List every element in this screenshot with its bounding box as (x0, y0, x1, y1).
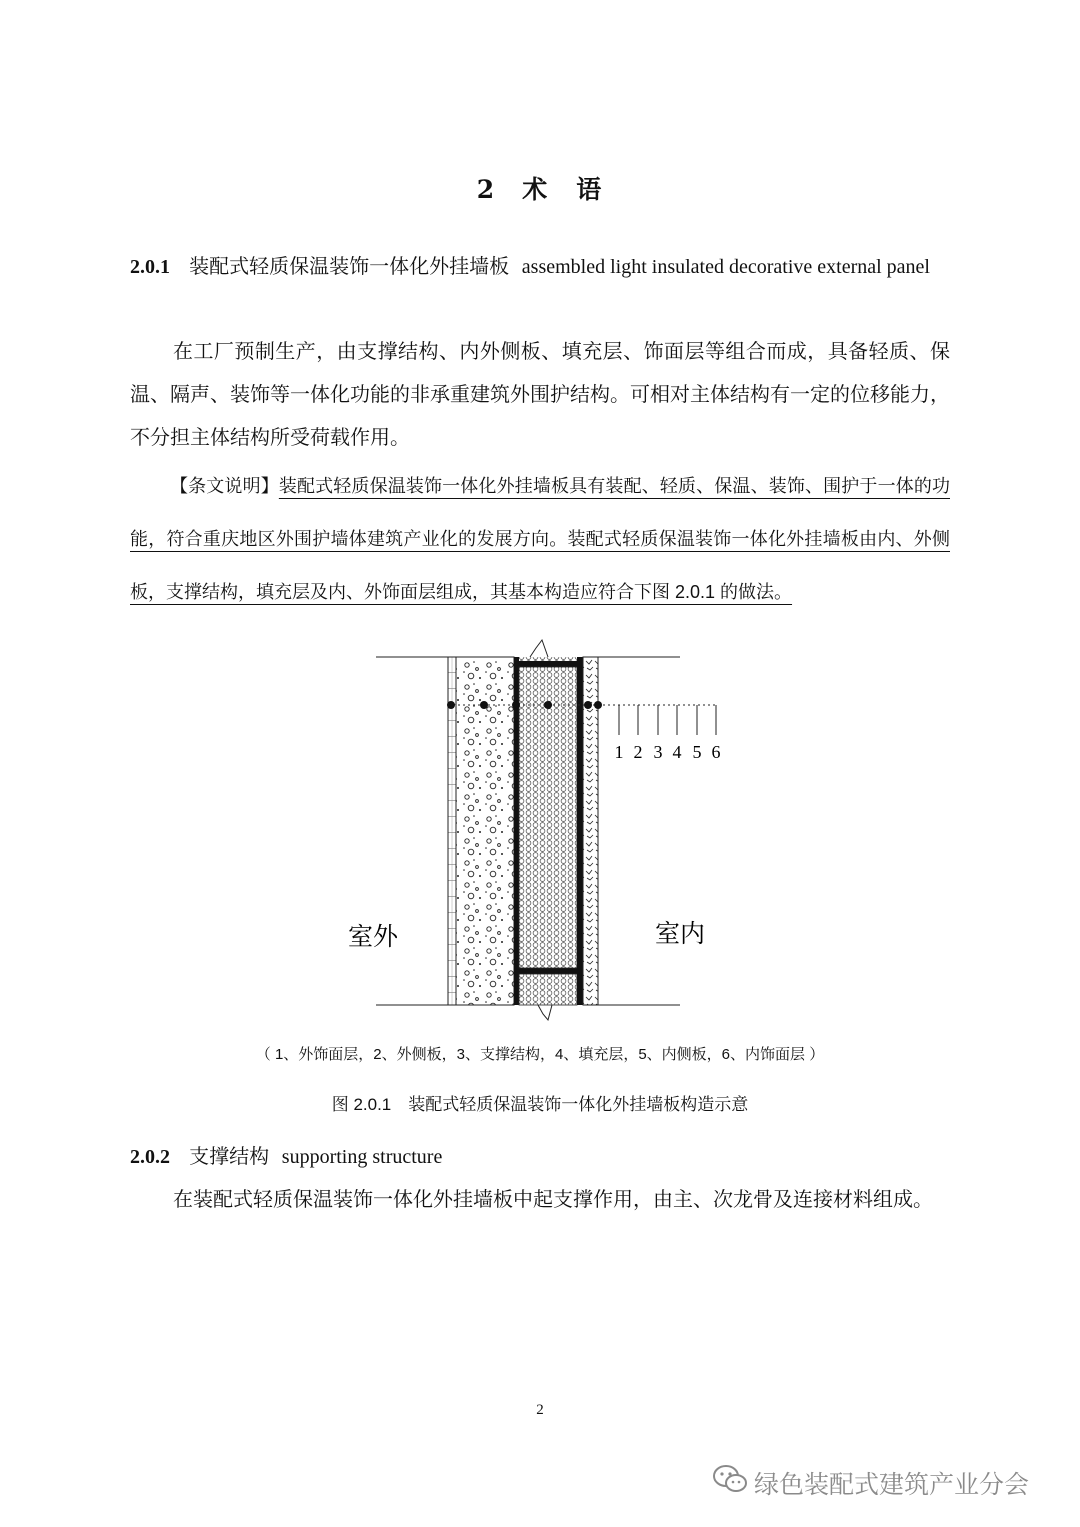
term-name-cn: 支撑结构 (189, 1144, 270, 1168)
layer-number-5: 5 (692, 742, 702, 762)
layer-number-6: 6 (711, 742, 721, 762)
infill-layer (519, 667, 577, 968)
figure-caption: 图 2.0.1 装配式轻质保温装饰一体化外挂墙板构造示意 (331, 1095, 749, 1114)
layer-number-4: 4 (672, 742, 682, 762)
figure-legend: （ 1、外饰面层，2、外侧板，3、支撑结构，4、填充层，5、内侧板，6、内饰面层 ） (255, 1046, 825, 1063)
break-marker-bottom (538, 1005, 552, 1020)
section-name: 术 语 (522, 175, 604, 204)
outer-board-layer (456, 657, 514, 1005)
term-number: 2.0.2 (130, 1146, 170, 1168)
page-number: 2 (536, 1402, 544, 1418)
watermark-text: 绿色装配式建筑产业分会 (754, 1470, 1030, 1499)
leader-node-3 (512, 701, 520, 709)
term-name-cn: 装配式轻质保温装饰一体化外挂墙板 (189, 254, 510, 278)
term-2-0-2-definition: 在装配式轻质保温装饰一体化外挂墙板中起支撑作用，由主、次龙骨及连接材料组成。 (173, 1187, 933, 1211)
support-structure-bottom-flange (514, 968, 578, 974)
term-number: 2.0.1 (130, 256, 170, 278)
explanation-text: 装配式轻质保温装饰一体化外挂墙板具有装配、轻质、保温、装饰、围护于一体的功能，符合重庆地区外围护墙体建筑产业化的发展方向。装配式轻质保温装饰一体化外挂墙板由内、外侧板，支撑结构，填充层及内、外饰面层组成，其基本构造应符合下图 2.0.1 的做法。 (130, 476, 950, 602)
leader-node-1 (447, 701, 455, 709)
wechat-icon (712, 1464, 748, 1501)
explanation-label: 【条文说明】 (170, 476, 279, 496)
watermark (712, 1464, 1029, 1501)
layer-number-1: 1 (614, 742, 624, 762)
term-2-0-1-definition: 在工厂预制生产，由支撑结构、内外侧板、填充层、饰面层等组合而成，具备轻质、保温、隔声、装饰等一体化功能的非承重建筑外围护结构。可相对主体结构有一定的位移能力，不分担主体结构所受荷载作用。 (130, 339, 950, 449)
label-inside: 室内 (654, 920, 706, 948)
inner-board-layer (577, 657, 583, 1005)
break-marker-top (530, 640, 548, 657)
leader-node-2 (480, 701, 488, 709)
support-structure-stud (514, 657, 519, 1005)
leader-node-6 (594, 701, 602, 709)
layer-number-3: 3 (653, 742, 663, 762)
inner-finish-layer (583, 657, 598, 1005)
section-number: 2 (476, 175, 497, 204)
term-2-0-2-heading (130, 1135, 950, 1179)
term-name-en: supporting structure (281, 1146, 443, 1168)
leader-node-4 (544, 701, 552, 709)
outer-finish-layer (448, 657, 456, 1005)
term-name-en: assembled light insulated decorative external panel (521, 256, 930, 278)
leader-node-5 (584, 701, 592, 709)
label-outside: 室外 (347, 923, 399, 951)
support-structure-top-flange (514, 661, 578, 667)
layer-number-2: 2 (633, 742, 643, 762)
